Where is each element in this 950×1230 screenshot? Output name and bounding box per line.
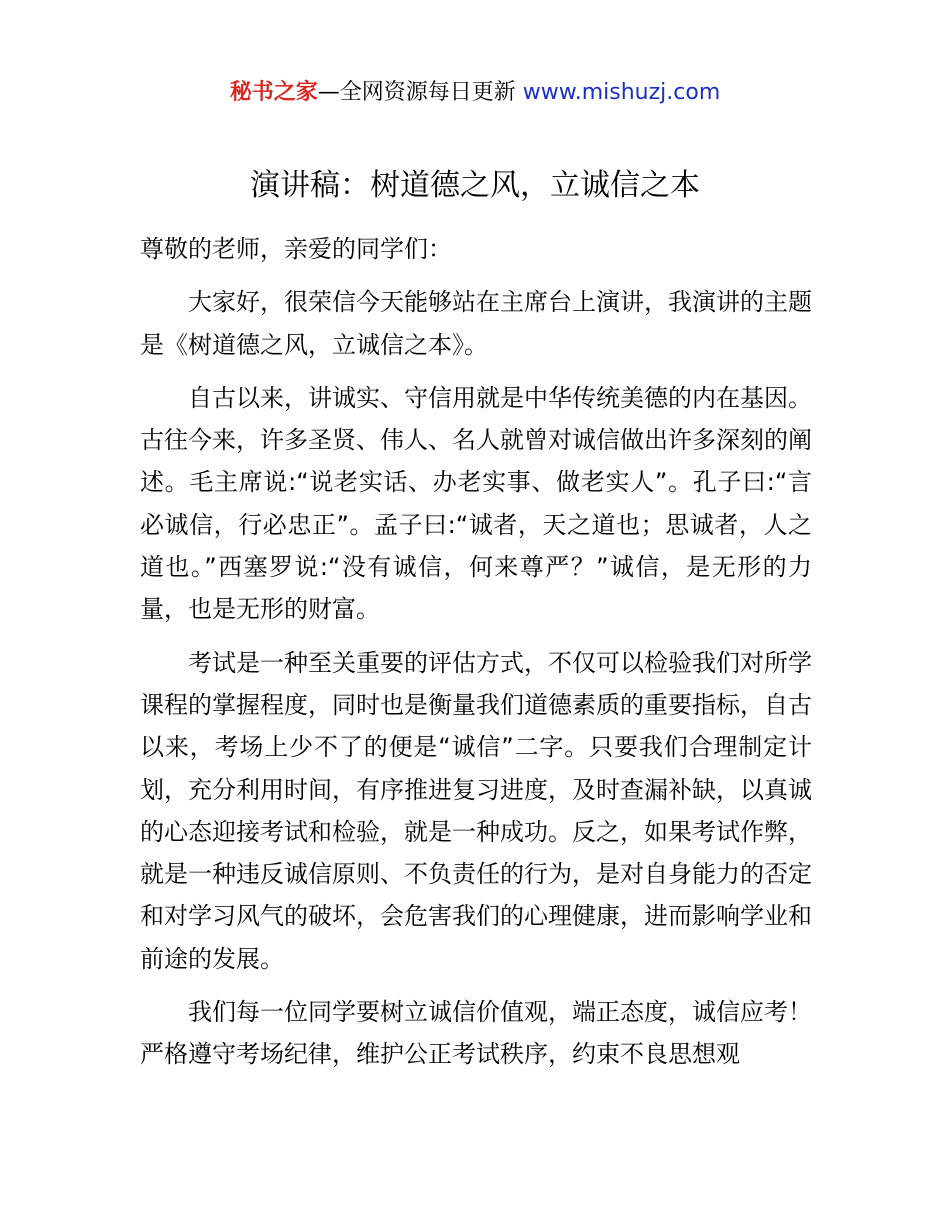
- paragraph: 大家好，很荣信今天能够站在主席台上演讲，我演讲的主题是《树道德之风，立诚信之本》。: [140, 288, 812, 359]
- site-brand: 秘书之家: [229, 80, 318, 105]
- site-url-link[interactable]: www.mishuzj.com: [522, 80, 721, 105]
- site-header: [0, 78, 950, 108]
- document-title: 演讲稿：树道德之风，立诚信之本: [250, 168, 700, 203]
- salutation: 尊敬的老师，亲爱的同学们：: [140, 235, 452, 263]
- document-body: [140, 228, 812, 1087]
- paragraph: 自古以来，讲诚实、守信用就是中华传统美德的内在基因。古往今来，许多圣贤、伟人、名人就曾对诚信做出许多深刻的阐述。毛主席说:“说老实话、办老实事、做老实人”。孔子曰:“言必诚信，行必忠正”。孟子曰:“诚者，天之道也；思诚者，人之道也。”西塞罗说:“没有诚信，何来尊严？”诚信，是无形的力量，也是无形的财富。: [140, 383, 812, 624]
- paragraph: 考试是一种至关重要的评估方式，不仅可以检验我们对所学课程的掌握程度，同时也是衡量我们道德素质的重要指标，自古以来，考场上少不了的便是“诚信”二字。只要我们合理制定计划，充分利用时间，有序推进复习进度，及时查漏补缺，以真诚的心态迎接考试和检验，就是一种成功。反之，如果考试作弊，就是一种违反诚信原则、不负责任的行为，是对自身能力的否定和对学习风气的破坏，会危害我们的心理健康，进而影响学业和前途的发展。: [140, 648, 812, 973]
- paragraph: 我们每一位同学要树立诚信价值观，端正态度，诚信应考！严格遵守考场纪律，维护公正考试秩序，约束不良思想观: [140, 998, 812, 1069]
- site-tagline: —全网资源每日更新: [317, 80, 523, 105]
